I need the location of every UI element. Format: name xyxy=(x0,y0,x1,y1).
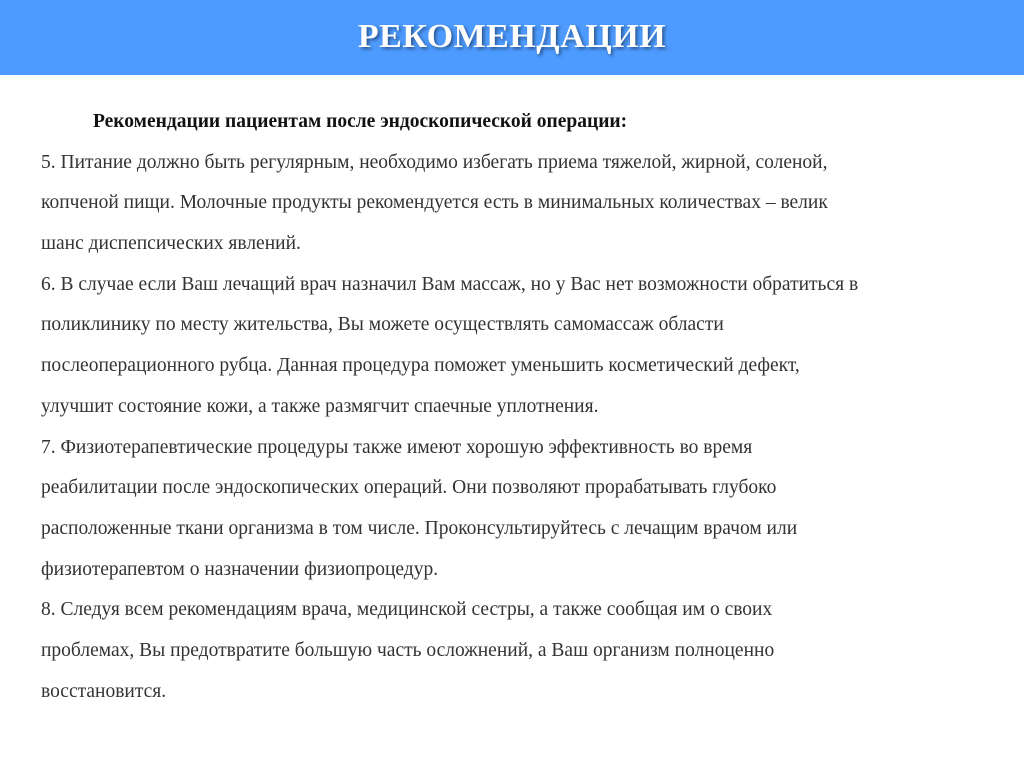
text-line: 8. Следуя всем рекомендациям врача, медицинской сестры, а также сообщая им о своих xyxy=(41,599,773,621)
text-line: проблемах, Вы предотвратите большую часть осложнений, а Ваш организм полноценно xyxy=(41,639,775,661)
text-line: физиотерапевтом о назначении физиопроцедур. xyxy=(41,558,439,580)
text-line: поликлинику по месту жительства, Вы можете осуществлять самомассаж области xyxy=(41,314,724,336)
text-line: шанс диспепсических явлений. xyxy=(41,233,301,255)
text-line: 7. Физиотерапевтические процедуры также имеют хорошую эффективность во время xyxy=(41,436,753,458)
text-line: копченой пищи. Молочные продукты рекомендуется есть в минимальных количествах – велик xyxy=(41,192,828,214)
slide-body xyxy=(41,102,1011,712)
text-line: восстановится. xyxy=(41,680,167,702)
text-line: 5. Питание должно быть регулярным, необходимо избегать приема тяжелой, жирной, соленой, xyxy=(41,151,828,173)
text-line: расположенные ткани организма в том числе. Проконсультируйтесь с лечащим врачом или xyxy=(41,517,798,539)
slide-title: РЕКОМЕНДАЦИИ xyxy=(357,18,667,55)
title-bar xyxy=(0,0,1024,75)
text-line: улучшит состояние кожи, а также размягчит спаечные уплотнения. xyxy=(41,395,599,417)
text-line: послеоперационного рубца. Данная процедура поможет уменьшить косметический дефект, xyxy=(41,355,800,377)
text-line: 6. В случае если Ваш лечащий врач назначил Вам массаж, но у Вас нет возможности обратиться в xyxy=(41,273,859,295)
text-line: реабилитации после эндоскопических операций. Они позволяют прорабатывать глубоко xyxy=(41,477,777,499)
subheading: Рекомендации пациентам после эндоскопической операции: xyxy=(93,111,628,132)
